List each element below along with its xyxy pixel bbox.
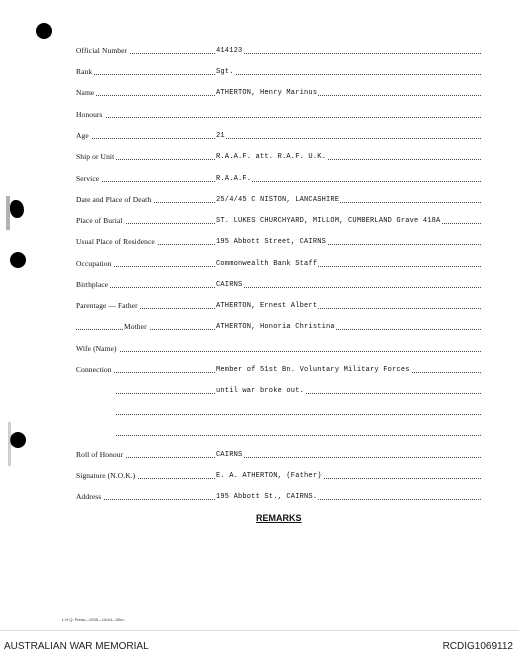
- form-field-row: [76, 318, 481, 334]
- field-label: Ship or Unit: [76, 152, 115, 161]
- field-value: 195 Abbott Street, CAIRNS: [216, 238, 327, 246]
- dotted-line: [116, 435, 481, 436]
- form-field-row: [76, 488, 481, 504]
- paper-edge-mark: [6, 196, 10, 230]
- dotted-line: [76, 457, 481, 458]
- field-label: Rank: [76, 67, 93, 76]
- dotted-line: [76, 351, 481, 352]
- punch-hole-bottom: [10, 432, 26, 448]
- punch-hole-middle: [10, 252, 26, 268]
- field-value: ATHERTON, Ernest Albert: [216, 302, 318, 310]
- remarks-heading: REMARKS: [256, 513, 302, 523]
- field-value: ATHERTON, Henry Marinus: [216, 89, 318, 97]
- form-field-row: [76, 63, 481, 79]
- printer-imprint: L.H.Q. Press—1935—10/44—30m.: [62, 617, 125, 622]
- dotted-line: [116, 414, 481, 415]
- form-field-row: [76, 127, 481, 143]
- field-label: Usual Place of Residence: [76, 237, 155, 246]
- field-value: 414123: [216, 47, 243, 55]
- field-label: Service: [76, 174, 100, 183]
- record-id: RCDIG1069112: [442, 641, 513, 652]
- form-field-row: [76, 446, 481, 462]
- form-field-row: [76, 361, 481, 377]
- form-field-row: [76, 148, 481, 164]
- form-field-row: [76, 106, 481, 122]
- field-value: 25/4/45 C NISTON, LANCASHIRE: [216, 196, 340, 204]
- dotted-line: [76, 74, 481, 75]
- ink-blot: [10, 200, 24, 218]
- form-field-row: [76, 255, 481, 271]
- field-label: Date and Place of Death: [76, 195, 152, 204]
- field-value: 195 Abbott St., CAIRNS.: [216, 493, 318, 501]
- dotted-line: [76, 117, 481, 118]
- field-label: Place of Burial: [76, 216, 123, 225]
- form-field-row: [76, 170, 481, 186]
- archive-name: AUSTRALIAN WAR MEMORIAL: [4, 641, 149, 652]
- field-value: CAIRNS: [216, 451, 243, 459]
- form-field-row: [76, 84, 481, 100]
- form-field-row: [76, 276, 481, 292]
- field-label: Parentage — Father: [76, 301, 138, 310]
- field-value: 21: [216, 132, 225, 140]
- form-field-row: [76, 212, 481, 228]
- field-value: Sgt.: [216, 68, 234, 76]
- paper-edge-mark: [8, 422, 11, 466]
- field-label: Signature (N.O.K.): [76, 471, 136, 480]
- dotted-line: [76, 138, 481, 139]
- field-value: E. A. ATHERTON, (Father): [216, 472, 322, 480]
- field-label: Mother: [124, 322, 147, 331]
- punch-hole-top: [36, 23, 52, 39]
- field-label: Age: [76, 131, 89, 140]
- field-value: Member of 51st Bn. Voluntary Military Forces: [216, 366, 410, 374]
- field-label: Wife (Name): [76, 344, 117, 353]
- form-field-row: [76, 382, 481, 398]
- field-label: Official Number: [76, 46, 128, 55]
- field-label: Address: [76, 492, 102, 501]
- form-field-row: [76, 42, 481, 58]
- field-label: Connection: [76, 365, 112, 374]
- dotted-line: [76, 53, 481, 54]
- form-field-row: [76, 233, 481, 249]
- field-label: Name: [76, 88, 95, 97]
- field-value: R.A.A.F.: [216, 175, 252, 183]
- dotted-line: [76, 181, 481, 182]
- form-field-row: [76, 191, 481, 207]
- form-field-row: [76, 467, 481, 483]
- form-field-row: [76, 297, 481, 313]
- field-value: ST. LUKES CHURCHYARD, MILLOM, CUMBERLAND Grave 418A: [216, 217, 441, 225]
- field-label: Occupation: [76, 259, 112, 268]
- dotted-line: [76, 287, 481, 288]
- form-field-row: [76, 403, 481, 419]
- form-field-row: [76, 424, 481, 440]
- field-label: Roll of Honour: [76, 450, 124, 459]
- field-label: Birthplace: [76, 280, 109, 289]
- field-value: R.A.A.F. att. R.A.F. U.K.: [216, 153, 327, 161]
- field-value: ATHERTON, Honoria Christina: [216, 323, 335, 331]
- archive-footer: [0, 630, 519, 655]
- field-value: Commonwealth Bank Staff: [216, 260, 318, 268]
- field-value: CAIRNS: [216, 281, 243, 289]
- field-value: until war broke out.: [216, 387, 305, 395]
- form-field-row: [76, 340, 481, 356]
- field-label: Honours: [76, 110, 103, 119]
